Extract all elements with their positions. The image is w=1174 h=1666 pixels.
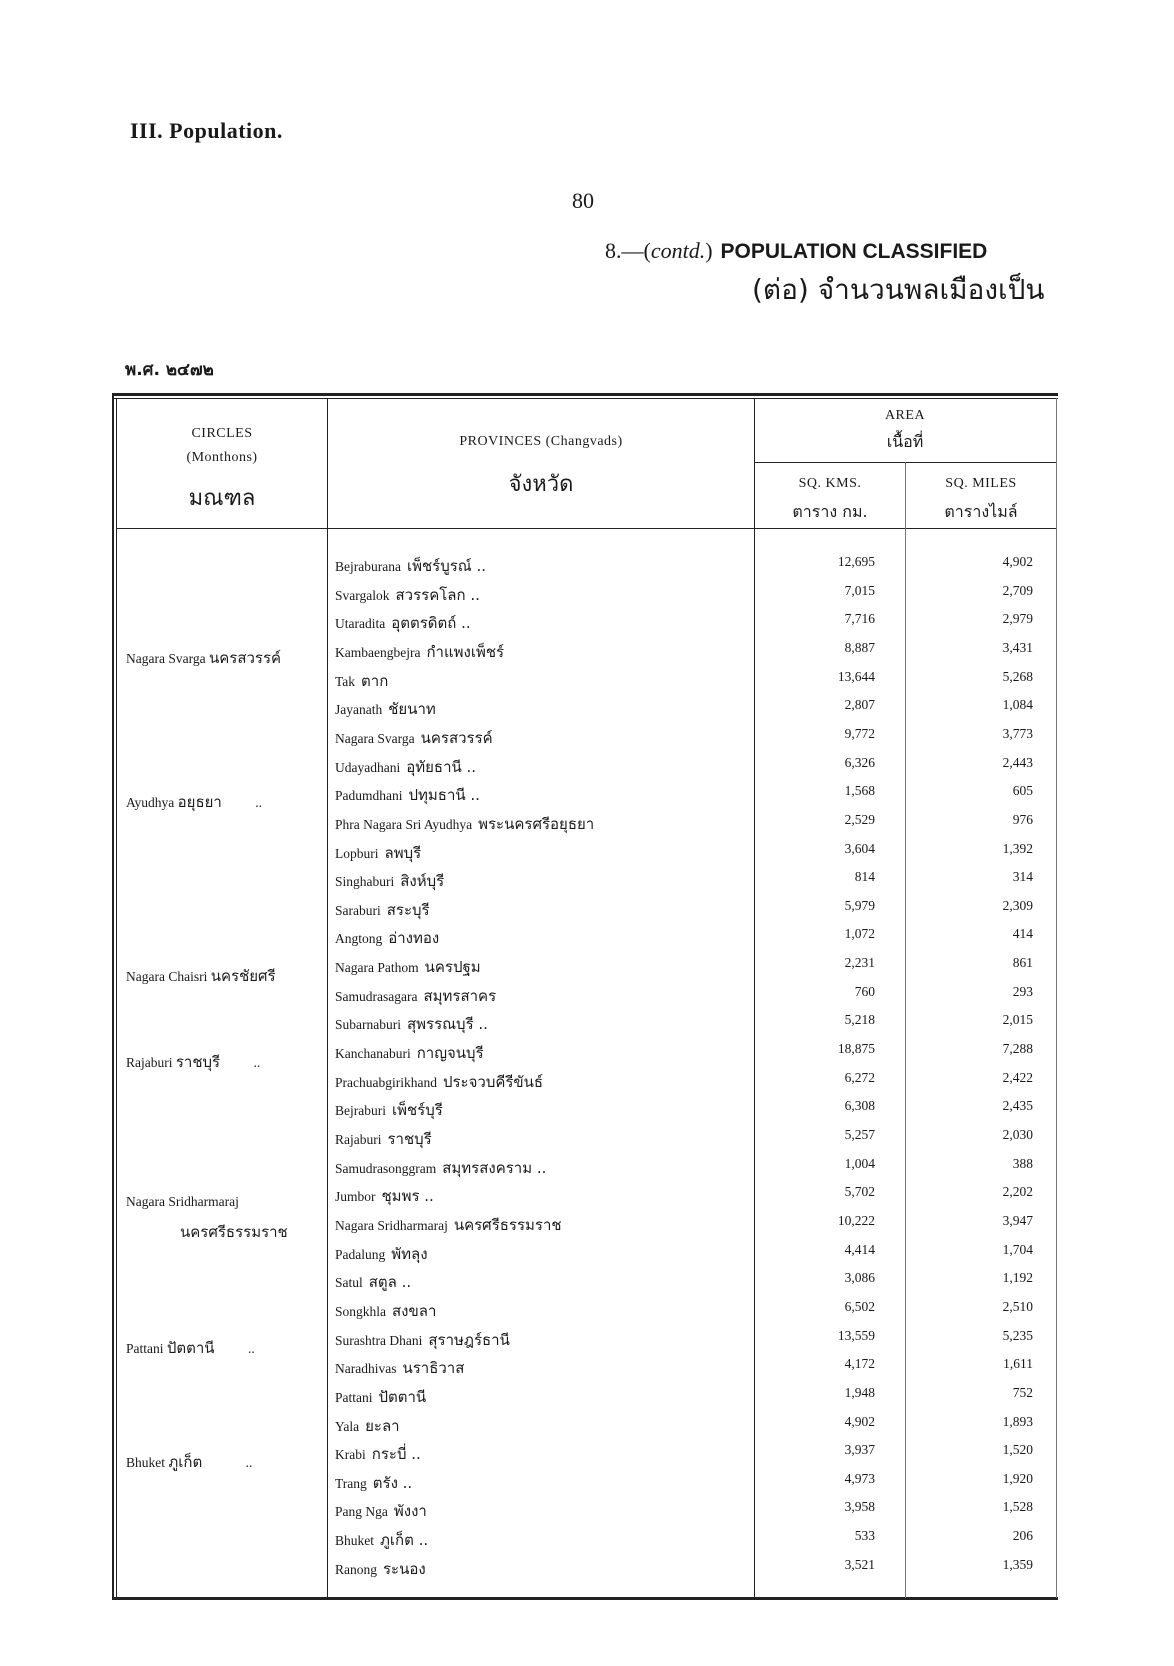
province-th: อุตตรดิตถ์ .. [391,614,471,633]
province-name [335,1270,411,1294]
province-en: Ranong [335,1561,377,1577]
circle-suffix: .. [255,795,262,810]
sq-kms-cell: 6,308 [844,1098,875,1114]
province-en: Nagara Pathom [335,960,419,976]
table-row [335,1270,1035,1298]
province-en: Singhaburi [335,874,395,890]
table-row [335,841,1035,869]
table-row [335,1299,1035,1327]
province-name [335,869,444,893]
sq-miles-cell: 5,268 [1002,668,1033,684]
table-row [335,984,1035,1012]
province-name [335,640,504,664]
sq-kms-cell: 3,604 [844,840,875,856]
table-row [335,697,1035,725]
province-en: Yala [335,1418,360,1434]
province-name [335,669,388,693]
circle-th: นครสวรรค์ [208,649,282,667]
sq-kms-cell: 5,979 [844,897,875,913]
table-row [335,1356,1035,1384]
province-name [335,1156,546,1180]
sq-kms-cell: 814 [854,869,875,885]
circle-en: Bhuket [126,1455,165,1470]
area-header-th: เนื้อที่ [886,432,924,451]
province-th: ชุมพร .. [381,1187,434,1206]
province-name [335,1442,421,1466]
province-th: สุพรรณบุรี .. [406,1015,488,1034]
province-th: ภูเก็ต .. [380,1531,429,1550]
table-row [335,1442,1035,1470]
table-row [335,1098,1035,1126]
province-th: สมุทรสาคร [423,986,497,1005]
sq-kms-cell: 9,772 [844,725,875,741]
table-row [335,1012,1035,1040]
sq-miles-cell: 2,443 [1002,754,1033,770]
province-th: กระบี่ .. [371,1445,421,1464]
province-en: Pang Nga [335,1504,388,1520]
province-en: Utaradita [335,616,386,632]
top-rule-thin [112,398,1058,399]
sq-miles-cell: 2,709 [1002,582,1033,598]
province-th: ชัยนาท [388,700,436,719]
table-title-suffix: ) [705,238,713,263]
table-title-thai: (ต่อ) จำนวนพลเมืองเป็น [752,273,1045,306]
provinces-header-en: PROVINCES (Changvads) [459,434,623,449]
province-en: Surashtra Dhani [335,1332,423,1348]
province-name [335,583,480,607]
sq-kms-cell: 2,807 [844,697,875,713]
province-name [335,1127,432,1151]
province-th: ปทุมธานี .. [408,786,480,805]
circle-en: Ayudhya [126,795,175,810]
province-en: Subarnaburi [335,1017,401,1033]
province-th: สระบุรี [386,900,430,919]
sq-miles-cell: 3,947 [1002,1212,1033,1228]
province-th: ยะลา [365,1416,400,1435]
circle-th: นครชัยศรี [210,967,276,985]
circle-en: Pattani [126,1341,164,1356]
province-en: Tak [335,673,356,689]
sq-miles-cell: 2,979 [1002,611,1033,627]
province-en: Samudrasonggram [335,1160,437,1176]
sq-miles-cell: 3,431 [1002,639,1033,655]
table-row [335,1242,1035,1270]
province-th: สิงห์บุรี [400,872,445,891]
sq-kms-cell: 3,521 [844,1556,875,1572]
sq-miles-cell: 1,520 [1002,1442,1033,1458]
province-th: อ่างทอง [388,929,440,948]
sq-kms-header-en: SQ. KMS. [798,476,862,491]
circle-th: นครศรีธรรมราช [180,1223,288,1241]
sq-kms-cell: 2,529 [844,811,875,827]
sq-kms-cell: 3,937 [844,1442,875,1458]
province-name [335,812,594,836]
table-title [605,238,987,264]
province-th: สุราษฎร์ธานี [428,1330,510,1349]
sq-kms-cell: 6,326 [844,754,875,770]
circle-th: อยุธยา [177,793,222,811]
sq-miles-cell: 414 [1012,926,1033,942]
circle-label [126,964,326,988]
sq-miles-cell: 2,422 [1002,1069,1033,1085]
sq-kms-cell: 1,004 [844,1155,875,1171]
province-th: อุทัยธานี .. [406,757,477,776]
section-title: III. Population. [130,118,283,143]
province-th: นครศรีธรรมราช [453,1215,562,1234]
province-en: Naradhivas [335,1361,397,1377]
table-row [335,1213,1035,1241]
province-en: Padalung [335,1246,386,1262]
table-row [335,554,1035,582]
province-name [335,726,493,750]
table-row [335,583,1035,611]
province-th: ปัตตานี [378,1387,427,1406]
sq-kms-cell: 3,958 [844,1499,875,1515]
sq-kms-header-th: ตาราง กม. [792,502,868,521]
province-name [335,1385,426,1409]
table-row [335,1528,1035,1556]
sq-miles-cell: 314 [1012,869,1033,885]
sq-miles-cell: 3,773 [1002,725,1033,741]
circle-label [180,1220,320,1244]
province-th: นครสวรรค์ [420,728,493,747]
sq-miles-cell: 1,893 [1002,1413,1033,1429]
table-row [335,1156,1035,1184]
province-en: Songkhla [335,1303,387,1319]
province-name [335,1414,400,1438]
province-en: Nagara Svarga [335,730,415,746]
table-row [335,640,1035,668]
sq-kms-cell: 1,948 [844,1384,875,1400]
sq-miles-cell: 1,359 [1002,1556,1033,1572]
sq-kms-cell: 18,875 [837,1041,875,1057]
circle-suffix: .. [245,1455,253,1470]
circle-th: ภูเก็ต [168,1453,203,1471]
sq-kms-cell: 13,559 [837,1327,875,1343]
province-th: ตรัง .. [372,1473,413,1492]
sq-kms-cell: 1,568 [844,783,875,799]
table-row [335,1385,1035,1413]
table-row [335,955,1035,983]
sq-kms-cell: 12,695 [837,554,875,569]
table-row [335,755,1035,783]
table-title-caps: POPULATION CLASSIFIED [720,240,988,263]
province-en: Padumdhani [335,788,403,804]
province-name [335,1356,464,1380]
province-name [335,898,430,922]
circle-en: Nagara Chaisri [126,969,208,984]
province-name [335,1098,443,1122]
province-name [335,1328,510,1352]
sq-miles-cell: 4,902 [1002,554,1033,569]
sq-miles-cell: 861 [1012,955,1033,971]
province-th: สมุทรสงคราม .. [442,1158,547,1177]
sq-kms-cell: 5,702 [844,1184,875,1200]
province-en: Satul [335,1275,363,1291]
table-row [335,1127,1035,1155]
province-name [335,1070,543,1094]
sq-miles-cell: 752 [1012,1384,1033,1400]
sq-kms-cell: 13,644 [837,668,875,684]
table-row [335,783,1035,811]
circles-header-en: CIRCLES [191,426,253,441]
page-number: 80 [572,188,594,213]
circle-label [126,646,326,670]
province-name [335,1528,428,1552]
province-en: Svargalok [335,587,390,603]
sq-miles-header-en: SQ. MILES [945,476,1017,491]
province-th: เพ็ชร์บุรี [391,1101,443,1120]
sq-miles-cell: 2,435 [1002,1098,1033,1114]
table-row [335,898,1035,926]
circle-th: ราชบุรี [175,1053,221,1071]
sq-kms-cell: 8,887 [844,639,875,655]
sq-miles-cell: 1,528 [1002,1499,1033,1515]
province-th: สงขลา [392,1301,437,1320]
province-th: สวรรคโลก .. [395,585,480,604]
province-name [335,984,496,1008]
sq-miles-cell: 293 [1012,983,1033,999]
sq-miles-cell: 2,030 [1002,1127,1033,1142]
province-th: นราธิวาส [402,1359,465,1378]
sq-kms-cell: 2,231 [844,955,875,971]
top-rule [112,393,1058,396]
province-name [335,755,476,779]
circle-label [126,1450,326,1474]
province-name [335,554,486,578]
sq-miles-cell: 1,611 [1003,1356,1033,1372]
table-title-contd: contd. [650,238,706,263]
province-name [335,1213,562,1237]
circle-en: Rajaburi [126,1055,173,1070]
circle-th: ปัตตานี [166,1339,215,1357]
table-row [335,1041,1035,1069]
table-row [335,1070,1035,1098]
header-bottom-rule [116,528,1056,529]
sq-miles-cell: 1,192 [1002,1270,1033,1286]
sq-kms-cell: 4,414 [844,1241,875,1257]
sq-miles-cell: 2,309 [1002,897,1033,913]
province-name [335,926,439,950]
province-name [335,1242,428,1266]
province-th: พัทลุง [391,1244,428,1263]
province-en: Lopburi [335,845,379,861]
sq-kms-cell: 4,973 [844,1470,875,1486]
province-name [335,1499,427,1523]
table-row [335,726,1035,754]
province-en: Jumbor [335,1189,376,1205]
table-row [335,1184,1035,1212]
province-en: Bhuket [335,1533,374,1549]
provinces-header-th: จังหวัด [508,472,574,497]
sq-miles-cell: 2,202 [1002,1184,1033,1200]
sq-kms-cell: 7,015 [844,582,875,598]
sq-kms-cell: 6,272 [844,1069,875,1085]
sq-miles-cell: 7,288 [1002,1041,1033,1057]
circle-suffix: .. [247,1341,255,1356]
sq-kms-cell: 7,716 [844,611,875,627]
province-en: Bejraburana [335,559,401,574]
circle-label [126,1336,326,1360]
sq-miles-cell: 1,704 [1002,1241,1033,1257]
province-th: ราชบุรี [387,1130,432,1148]
province-en: Phra Nagara Sri Ayudhya [335,816,473,832]
circle-suffix: .. [253,1055,261,1070]
circle-en: Nagara Sridharmaraj [126,1194,239,1209]
province-en: Trang [335,1475,367,1491]
province-th: เพ็ชร์บูรณ์ .. [406,557,487,575]
sq-miles-cell: 206 [1012,1528,1033,1544]
province-name [335,611,471,635]
province-en: Udayadhani [335,759,401,775]
province-en: Prachuabgirikhand [335,1074,437,1090]
sq-kms-cell: 4,902 [844,1413,875,1429]
province-th: พระนครศรีอยุธยา [478,814,595,833]
sq-kms-cell: 533 [854,1528,875,1544]
province-th: ตาก [361,671,389,690]
province-th: พังงา [393,1502,427,1521]
province-name [335,783,480,807]
table-row [335,669,1035,697]
sq-kms-cell: 6,502 [844,1298,875,1314]
circle-label [126,790,326,814]
sq-kms-cell: 760 [854,983,875,999]
province-en: Samudrasagara [335,988,418,1004]
table-row [335,1499,1035,1527]
left-rule-2 [116,398,117,1598]
province-en: Bejraburi [335,1103,386,1119]
sq-miles-cell: 1,084 [1002,697,1033,713]
province-th: กำแพงเพ็ชร์ [426,642,505,661]
sq-miles-cell: 2,015 [1002,1012,1033,1028]
province-th: กาญจนบุรี [416,1044,484,1063]
province-name [335,1041,484,1065]
sq-miles-cell: 388 [1012,1155,1033,1171]
table-row [335,1414,1035,1442]
province-th: สตูล .. [368,1273,412,1292]
province-en: Angtong [335,931,383,947]
bottom-rule [112,1597,1058,1600]
province-name [335,1184,434,1208]
sq-miles-cell: 1,392 [1002,840,1033,856]
province-th: ลพบุรี [384,843,422,862]
table-row [335,1557,1035,1585]
province-en: Nagara Sridharmaraj [335,1217,448,1233]
right-rule [1056,398,1057,1598]
left-rule-1 [112,394,114,1600]
province-name [335,1012,488,1036]
province-th: ประจวบคีรีขันธ์ [442,1072,544,1091]
sq-miles-cell: 605 [1012,783,1033,799]
sq-miles-cell: 1,920 [1002,1470,1033,1486]
province-th: นครปฐม [424,958,481,977]
circle-label [126,1194,326,1210]
province-en: Pattani [335,1389,373,1405]
circles-provinces-rule [327,398,328,1598]
circles-header-en2: (Monthons) [186,450,258,465]
table-row [335,1328,1035,1356]
province-en: Krabi [335,1447,366,1463]
province-name [335,1557,426,1581]
province-en: Saraburi [335,902,381,918]
sq-miles-cell: 976 [1012,811,1033,827]
province-name [335,1471,412,1495]
province-en: Kambaengbejra [335,644,421,660]
province-en: Jayanath [335,702,383,718]
year-label: พ.ศ. ๒๔๗๒ [125,360,214,380]
sq-kms-cell: 4,172 [844,1356,875,1372]
province-name [335,697,436,721]
province-name [335,955,481,979]
sq-miles-cell: 5,235 [1002,1327,1033,1343]
table-row [335,812,1035,840]
sq-kms-cell: 5,218 [844,1012,875,1028]
sq-kms-cell: 10,222 [837,1212,875,1228]
table-row [335,1471,1035,1499]
table-row [335,926,1035,954]
sq-kms-cell: 3,086 [844,1270,875,1286]
province-th: ระนอง [383,1559,426,1578]
province-en: Kanchanaburi [335,1046,411,1062]
table-row [335,611,1035,639]
circles-header-th: มณฑล [188,486,256,511]
sq-miles-header-th: ตารางไมล์ [944,502,1018,521]
area-header-en: AREA [884,408,926,423]
table-title-prefix: 8.—( [605,238,651,263]
sq-kms-cell: 1,072 [844,926,875,942]
table-row [335,869,1035,897]
circle-label [126,1050,326,1074]
province-en: Rajaburi [335,1132,382,1147]
circle-en: Nagara Svarga [126,651,206,666]
province-name [335,1299,436,1323]
sq-miles-cell: 2,510 [1002,1298,1033,1314]
sq-kms-cell: 5,257 [844,1127,875,1142]
province-name [335,841,421,865]
